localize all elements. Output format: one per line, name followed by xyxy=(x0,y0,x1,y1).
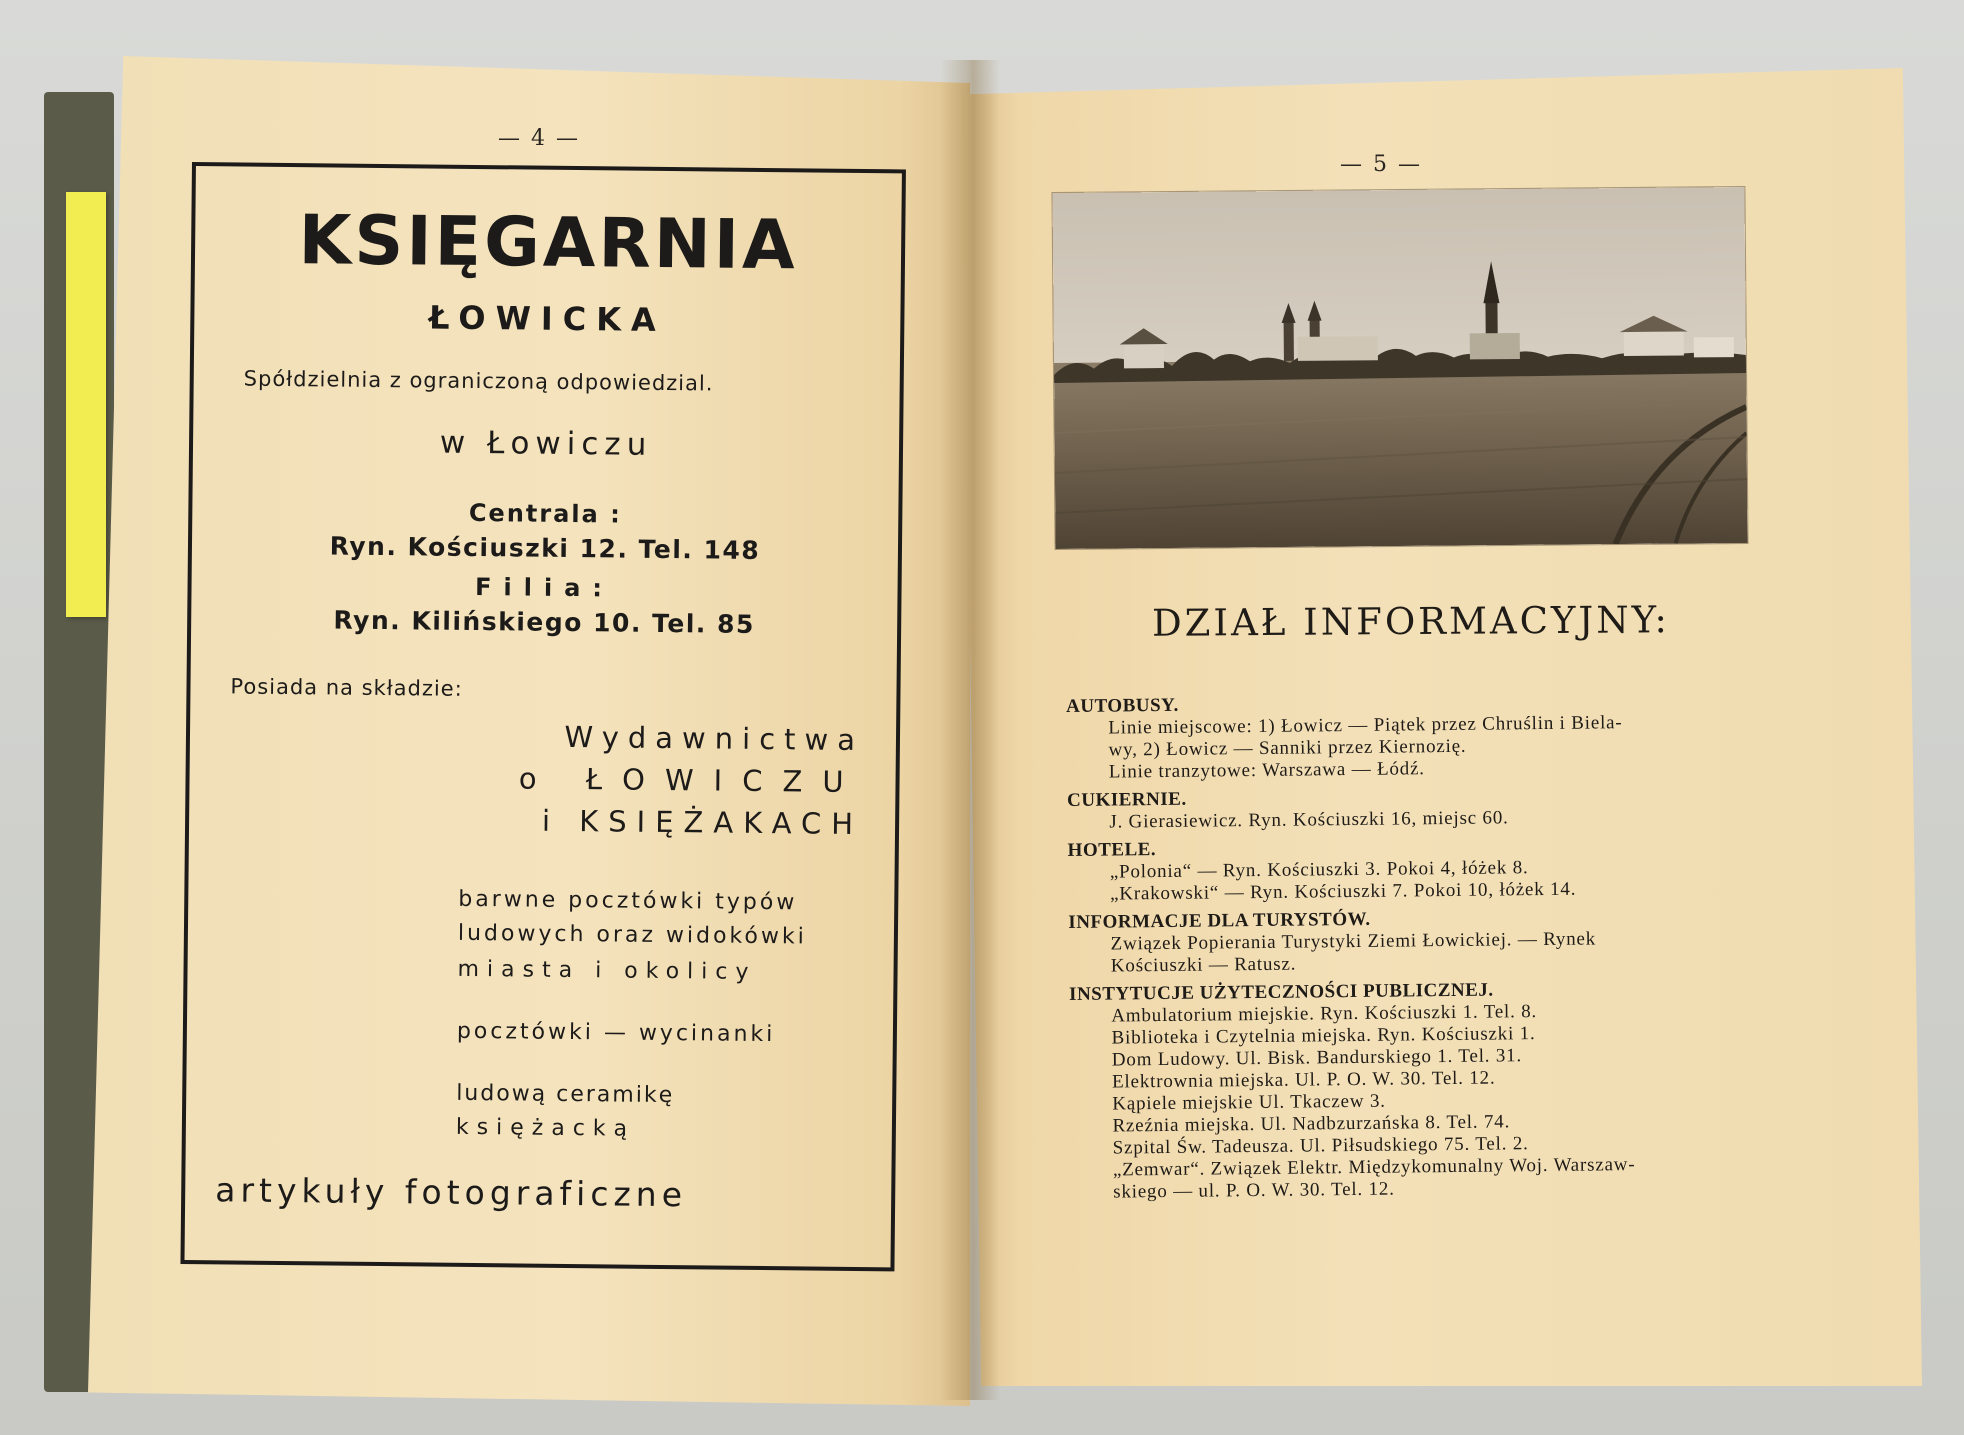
section-title: INFORMACJE DLA TURYSTÓW. xyxy=(1068,908,1371,933)
section-line: Elektrownia miejska. Ul. P. O. W. 30. Tel. 12. xyxy=(1111,1067,1496,1093)
ad-publications-line: Wydawnictwa xyxy=(564,719,865,758)
info-section-public-institutions xyxy=(1069,976,1801,1204)
yellow-sticky-note xyxy=(66,192,106,617)
bookshop-advertisement xyxy=(180,162,906,1271)
info-section-hotels xyxy=(1068,832,1799,906)
section-line: Ambulatorium miejskie. Ryn. Kościuszki 1. Tel. 8. xyxy=(1111,1001,1538,1027)
ad-cooperative: Spółdzielnia z ograniczoną odpowiedzial. xyxy=(243,366,714,396)
section-title: CUKIERNIE. xyxy=(1066,788,1187,811)
ad-ceramics-line: księżacką xyxy=(455,1114,636,1142)
section-line: „Polonia“ — Ryn. Kościuszki 3. Pokoi 4, łóżek 8. xyxy=(1109,857,1529,883)
book-gutter xyxy=(940,60,1000,1400)
ad-town: w Łowiczu xyxy=(439,424,653,463)
ad-publications-line: o ŁOWICZU xyxy=(518,761,864,800)
info-section-heading: DZIAŁ INFORMACYJNY: xyxy=(1151,598,1671,645)
ad-stock-intro: Posiada na składzie: xyxy=(230,674,463,701)
section-title: AUTOBUSY. xyxy=(1066,694,1179,717)
ad-photo-items: artykuły fotograficzne xyxy=(215,1170,688,1215)
section-line: wy, 2) Łowicz — Sanniki przez Kiernozię. xyxy=(1108,735,1467,761)
ad-publications-line: i KSIĘŻAKACH xyxy=(541,803,864,842)
ad-postcards-line: miasta i okolicy xyxy=(457,956,757,985)
section-line: Linie tranzytowe: Warszawa — Łódź. xyxy=(1108,758,1425,783)
section-title: HOTELE. xyxy=(1067,839,1157,861)
section-line: Szpital Św. Tadeusza. Ul. Piłsudskiego 75. Tel. 2. xyxy=(1112,1133,1529,1159)
ad-postcards-line: barwne pocztówki typów xyxy=(458,886,798,916)
section-title: INSTYTUCJE UŻYTECZNOŚCI PUBLICZNEJ. xyxy=(1069,979,1494,1005)
ad-central-label: Centrala : xyxy=(468,498,622,529)
ad-central-address: Ryn. Kościuszki 12. Tel. 148 xyxy=(329,531,761,565)
info-section-buses xyxy=(1066,688,1797,784)
section-line: Kościuszki — Ratusz. xyxy=(1110,953,1297,977)
ad-title: KSIĘGARNIA xyxy=(298,201,799,286)
section-line: „Krakowski“ — Ryn. Kościuszki 7. Pokoi 10, łóżek 14. xyxy=(1109,878,1577,905)
section-line: Linie miejscowe: 1) Łowicz — Piątek przez Chruślin i Biela- xyxy=(1108,712,1623,739)
ad-branch-label: Filia: xyxy=(474,572,615,603)
info-section-confectioneries xyxy=(1067,782,1797,834)
section-line: Związek Popierania Turystyki Ziemi Łowickiej. — Rynek xyxy=(1110,928,1597,955)
ad-postcards-line: ludowych oraz widokówki xyxy=(457,920,807,950)
section-line: Dom Ludowy. Ul. Bisk. Bandurskiego 1. Tel. 31. xyxy=(1111,1045,1523,1071)
ad-cards-cutouts: pocztówki — wycinanki xyxy=(456,1018,776,1048)
section-line: skiego — ul. P. O. W. 30. Tel. 12. xyxy=(1113,1178,1395,1203)
page-number-right: — 5 — xyxy=(1340,152,1422,177)
section-line: Biblioteka i Czytelnia miejska. Ryn. Kościuszki 1. xyxy=(1111,1023,1536,1049)
section-line: J. Gierasiewicz. Ryn. Kościuszki 16, miejsc 60. xyxy=(1109,807,1509,833)
town-landscape-photo xyxy=(1052,187,1747,549)
section-line: Rzeźnia miejska. Ul. Nadbzurzańska 8. Tel. 74. xyxy=(1112,1111,1511,1137)
info-section-tourist-info xyxy=(1068,904,1799,978)
ad-ceramics-line: ludową ceramikę xyxy=(456,1080,675,1109)
section-line: Kąpiele miejskie Ul. Tkaczew 3. xyxy=(1112,1090,1386,1115)
info-list xyxy=(1066,688,1801,1210)
ad-branch-address: Ryn. Kilińskiego 10. Tel. 85 xyxy=(333,605,756,639)
ad-subtitle: ŁOWICKA xyxy=(428,298,666,339)
section-line: „Zemwar“. Związek Elektr. Międzykomunalny Woj. Warszaw- xyxy=(1112,1154,1636,1181)
page-number-left: — 4 — xyxy=(498,126,580,151)
